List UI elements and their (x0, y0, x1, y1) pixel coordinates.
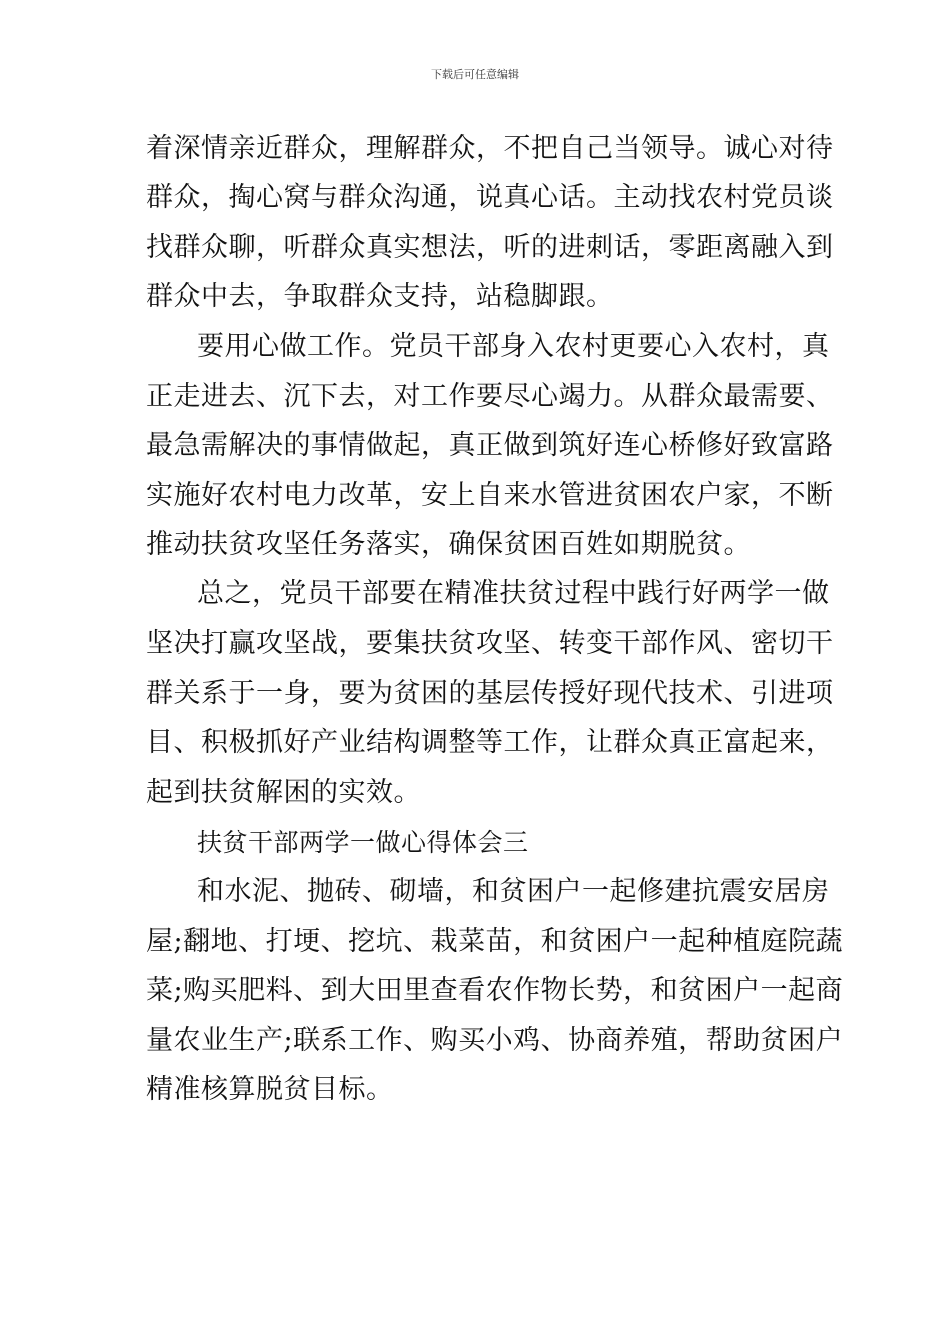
page-header-note: 下载后可任意编辑 (431, 68, 519, 81)
text-line: 实施好农村电力改革，安上自来水管进贫困农户家，不断 (146, 480, 834, 511)
text-line: 着深情亲近群众，理解群众，不把自己当领导。诚心对待 (146, 133, 834, 164)
text-line: 精准核算脱贫目标。 (146, 1074, 394, 1105)
text-line: 正走进去、沉下去，对工作要尽心竭力。从群众最需要、 (146, 381, 834, 412)
text-line: 坚决打赢攻坚战，要集扶贫攻坚、转变干部作风、密切干 (146, 628, 834, 659)
text-line: 找群众聊，听群众真实想法，听的进刺话，零距离融入到 (146, 232, 834, 263)
text-line: 菜;购买肥料、到大田里查看农作物长势，和贫困户一起商 (146, 975, 844, 1006)
text-line: 推动扶贫攻坚任务落实，确保贫困百姓如期脱贫。 (146, 529, 751, 560)
text-line: 屋;翻地、打埂、挖坑、栽菜苗，和贫困户一起种植庭院蔬 (146, 926, 844, 957)
text-line-indent: 总之，党员干部要在精准扶贫过程中践行好两学一做 (197, 578, 830, 609)
text-line: 群众，掏心窝与群众沟通，说真心话。主动找农村党员谈 (146, 182, 834, 213)
text-line: 最急需解决的事情做起，真正做到筑好连心桥修好致富路 (146, 430, 834, 461)
text-line-indent: 要用心做工作。党员干部身入农村更要心入农村，真 (197, 331, 830, 362)
section-heading: 扶贫干部两学一做心得体会三 (197, 828, 529, 857)
text-line: 起到扶贫解困的实效。 (146, 777, 421, 808)
text-line: 量农业生产;联系工作、购买小鸡、协商养殖，帮助贫困户 (146, 1025, 844, 1056)
text-line: 群众中去，争取群众支持，站稳脚跟。 (146, 281, 614, 312)
text-line: 目、积极抓好产业结构调整等工作，让群众真正富起来， (146, 727, 834, 758)
text-line-indent: 和水泥、抛砖、砌墙，和贫困户一起修建抗震安居房 (197, 876, 830, 907)
text-line: 群关系于一身，要为贫困的基层传授好现代技术、引进项 (146, 678, 834, 709)
